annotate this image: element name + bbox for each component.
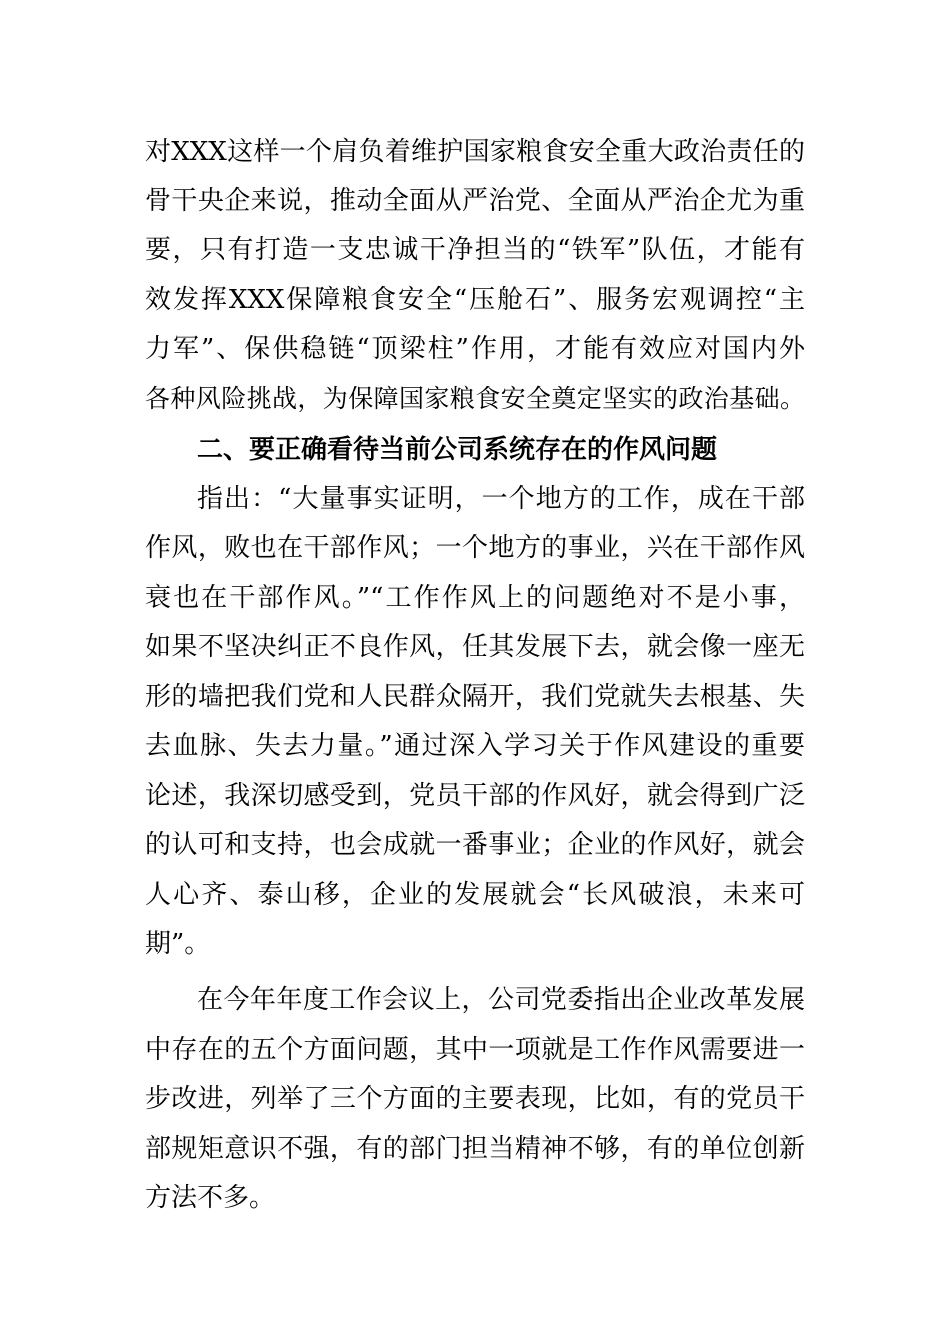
paragraph-3-line-4: 部规矩意识不强，有的部门担当精神不够，有的单位创新 xyxy=(145,1134,805,1164)
paragraph-2-line-9: 人心齐、泰山移，企业的发展就会“长风破浪，未来可 xyxy=(145,880,805,910)
paragraph-3-line-5: 方法不多。 xyxy=(145,1183,276,1213)
section-heading: 二、要正确看待当前公司系统存在的作风问题 xyxy=(197,435,718,465)
paragraph-2-line-7: 论述，我深切感受到，党员干部的作风好，就会得到广泛 xyxy=(145,781,805,811)
paragraph-1-line-4: 效发挥XXX保障粮食安全“压舱石”、服务宏观调控“主 xyxy=(145,285,805,315)
paragraph-2-line-1: 指出：“大量事实证明，一个地方的工作，成在干部 xyxy=(197,484,805,514)
paragraph-2-line-6: 去血脉、失去力量。”通过深入学习关于作风建设的重要 xyxy=(145,731,805,761)
paragraph-2-line-2: 作风，败也在干部作风；一个地方的事业，兴在干部作风 xyxy=(145,533,805,563)
paragraph-1-line-3: 要，只有打造一支忠诚干净担当的“铁军”队伍，才能有 xyxy=(145,235,805,265)
paragraph-2-line-3: 衰也在干部作风。”“工作作风上的问题绝对不是小事， xyxy=(145,583,805,613)
paragraph-1-line-5: 力军”、保供稳链“顶梁柱”作用，才能有效应对国内外 xyxy=(145,334,805,364)
paragraph-3-line-3: 步改进，列举了三个方面的主要表现，比如，有的党员干 xyxy=(145,1084,805,1114)
paragraph-2-line-10: 期”。 xyxy=(145,929,211,959)
paragraph-3-line-2: 中存在的五个方面问题，其中一项就是工作作风需要进一 xyxy=(145,1035,805,1065)
paragraph-3-line-1: 在今年年度工作会议上，公司党委指出企业改革发展 xyxy=(197,985,805,1015)
paragraph-1-line-2: 骨干央企来说，推动全面从严治党、全面从严治企尤为重 xyxy=(145,186,805,216)
paragraph-1-line-6: 各种风险挑战，为保障国家粮食安全奠定坚实的政治基础。 xyxy=(145,384,805,413)
paragraph-2-line-5: 形的墙把我们党和人民群众隔开，我们党就失去根基、失 xyxy=(145,682,805,712)
paragraph-1-line-1: 对XXX这样一个肩负着维护国家粮食安全重大政治责任的 xyxy=(145,137,805,167)
paragraph-2-line-8: 的认可和支持，也会成就一番事业；企业的作风好，就会 xyxy=(145,830,805,860)
paragraph-2-line-4: 如果不坚决纠正不良作风，任其发展下去，就会像一座无 xyxy=(145,632,805,662)
